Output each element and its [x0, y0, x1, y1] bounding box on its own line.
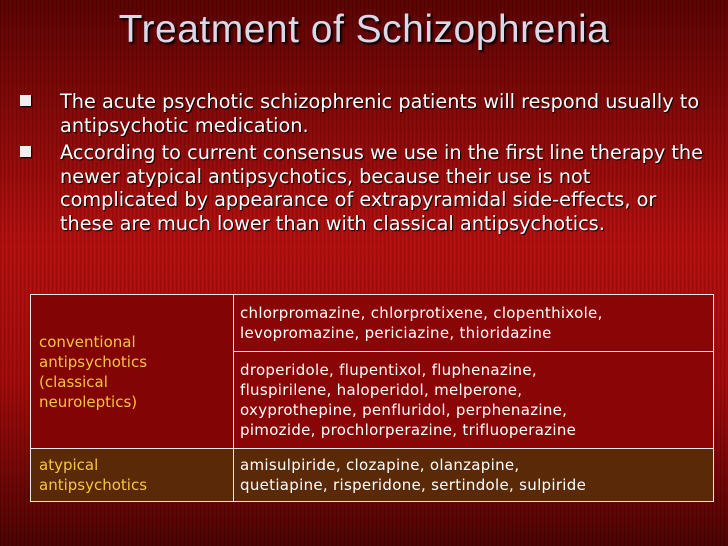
drug-line: amisulpiride, clozapine, olanzapine,	[240, 456, 520, 474]
drug-line: chlorpromazine, chlorprotixene, clopenthixole,	[240, 304, 603, 322]
square-bullet-icon	[20, 95, 31, 106]
drug-line: oxyprothepine, penfluridol, perphenazine,	[240, 401, 568, 419]
drug-list-cell	[234, 449, 714, 502]
table-row	[31, 449, 714, 502]
category-line: neuroleptics)	[39, 392, 138, 411]
bullet-item	[14, 141, 714, 235]
slide-title: Treatment of Schizophrenia	[118, 8, 610, 51]
bullet-item	[14, 90, 714, 137]
category-line: (classical	[39, 372, 108, 391]
square-bullet-icon	[20, 146, 31, 157]
drug-line: fluspirilene, haloperidol, melperone,	[240, 381, 523, 399]
drug-line: pimozide, prochlorperazine, trifluoperazine	[240, 421, 577, 439]
drug-line: levopromazine, periciazine, thioridazine	[240, 324, 552, 342]
table-row	[31, 295, 714, 352]
category-line: conventional	[39, 332, 136, 351]
drug-list-cell	[234, 352, 714, 449]
category-line: atypical	[39, 456, 99, 474]
bullet-list	[14, 90, 714, 239]
bullet-text: According to current consensus we use in the first line therapy the newer atypical antipsychotics, because their use is not complicated by appearance of extrapyramidal side-effects, or these are much lower than with classical antipsychotics.	[60, 141, 704, 235]
category-line: antipsychotics	[39, 352, 148, 371]
drug-list-cell	[234, 295, 714, 352]
drug-table	[30, 294, 714, 502]
category-line: antipsychotics	[39, 476, 148, 494]
drug-line: quetiapine, risperidone, sertindole, sulpiride	[240, 476, 587, 494]
bullet-text: The acute psychotic schizophrenic patients will respond usually to antipsychotic medication.	[60, 90, 700, 137]
drug-line: droperidole, flupentixol, fluphenazine,	[240, 361, 537, 379]
category-conventional	[31, 295, 234, 449]
category-atypical	[31, 449, 234, 502]
